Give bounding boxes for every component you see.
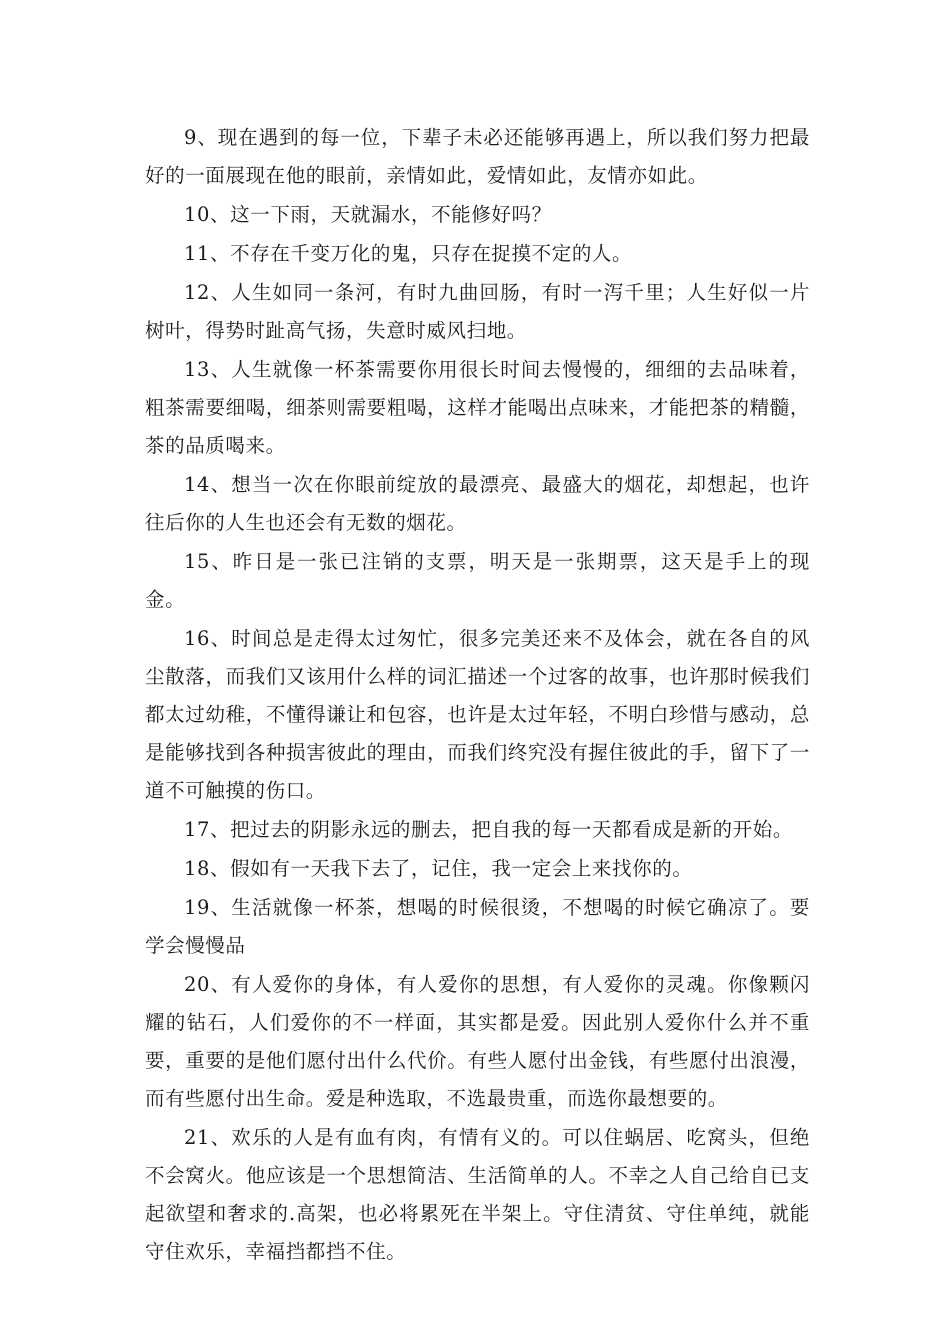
paragraph-9: 9、现在遇到的每一位，下辈子未必还能够再遇上，所以我们努力把最好的一面展现在他的眼前，亲情如此，爱情如此，友情亦如此。 [145, 126, 810, 187]
paragraph-18: 18、假如有一天我下去了，记住，我一定会上来找你的。 [184, 857, 693, 880]
paragraph-12: 12、人生如同一条河，有时九曲回肠，有时一泻千里；人生好似一片树叶，得势时趾高气扬，失意时威风扫地。 [145, 281, 810, 342]
paragraph-14: 14、想当一次在你眼前绽放的最漂亮、最盛大的烟花，却想起，也许往后你的人生也还会有无数的烟花。 [145, 473, 810, 534]
paragraph-19: 19、生活就像一杯茶，想喝的时候很烫，不想喝的时候它确凉了。要学会慢慢品 [145, 896, 810, 957]
paragraph-21: 21、欢乐的人是有血有肉，有情有义的。可以住蜗居、吃窝头，但绝不会窝火。他应该是一个思想简洁、生活简单的人。不幸之人自己给自已支起欲望和奢求的.高架，也必将累死在半架上。守住清贫、守住单纯，就能守住欢乐，幸福挡都挡不住。 [145, 1126, 810, 1263]
paragraph-10: 10、这一下雨，天就漏水，不能修好吗？ [184, 203, 552, 226]
paragraph-15: 15、昨日是一张已注销的支票，明天是一张期票，这天是手上的现金。 [145, 550, 810, 611]
document-body [145, 119, 810, 1271]
paragraph-17: 17、把过去的阴影永远的删去，把自我的每一天都看成是新的开始。 [184, 818, 793, 841]
paragraph-11: 11、不存在千变万化的鬼，只存在捉摸不定的人。 [184, 242, 633, 265]
paragraph-16: 16、时间总是走得太过匆忙，很多完美还来不及体会，就在各自的风尘散落，而我们又该用什么样的词汇描述一个过客的故事，也许那时候我们都太过幼稚，不懂得谦让和包容，也许是太过年轻，不明白珍惜与感动，总是能够找到各种损害彼此的理由，而我们终究没有握住彼此的手，留下了一道不可触摸的伤口。 [145, 627, 810, 802]
paragraph-20: 20、有人爱你的身体，有人爱你的思想，有人爱你的灵魂。你像颗闪耀的钻石，人们爱你的不一样面，其实都是爱。因此别人爱你什么并不重要，重要的是他们愿付出什么代价。有些人愿付出金钱，有些愿付出浪漫，而有些愿付出生命。爱是种选取，不选最贵重，而选你最想要的。 [145, 973, 810, 1110]
paragraph-13: 13、人生就像一杯茶需要你用很长时间去慢慢的，细细的去品味着，粗茶需要细喝，细茶则需要粗喝，这样才能喝出点味来，才能把茶的精髓，茶的品质喝来。 [145, 358, 810, 457]
